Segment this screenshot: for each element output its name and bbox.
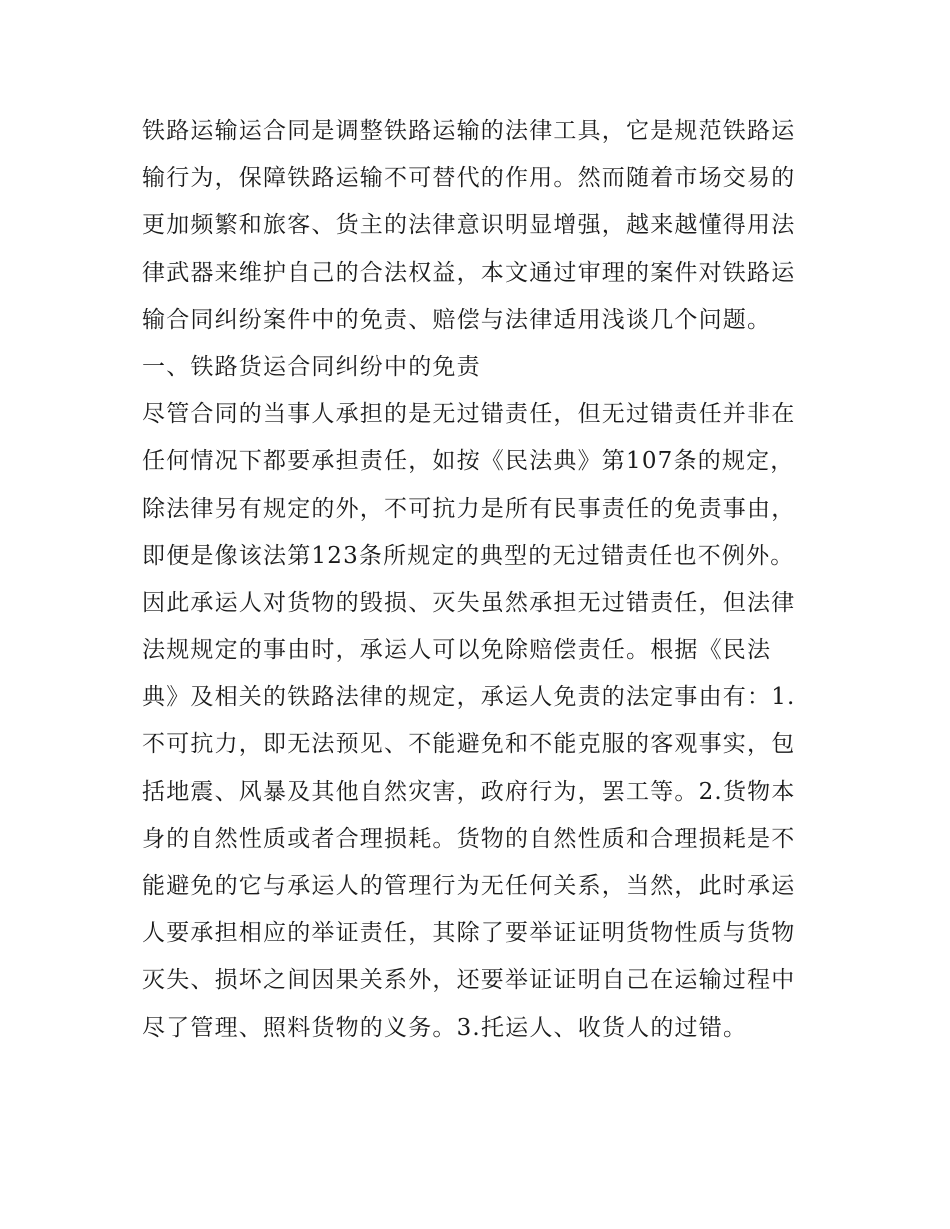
text-line: 身的自然性质或者合理损耗。货物的自然性质和合理损耗是不 — [142, 825, 796, 852]
text-line: 铁路运输运合同是调整铁路运输的法律工具，它是规范铁路运 — [142, 118, 796, 144]
text-line: 能避免的它与承运人的管理行为无任何关系，当然，此时承运 — [142, 873, 796, 899]
text-line: 任何情况下都要承担责任，如按《民法典》第107条的规定， — [142, 448, 795, 475]
text-line: 即便是像该法第123条所规定的典型的无过错责任也不例外。 — [142, 542, 795, 569]
text-line: 输合同纠纷案件中的免责、赔偿与法律适用浅谈几个问题。 — [142, 306, 772, 333]
text-line: 不可抗力，即无法预见、不能避免和不能克服的客观事实，包 — [142, 731, 796, 758]
text-line: 除法律另有规定的外，不可抗力是所有民事责任的免责事由， — [142, 495, 796, 522]
text-line: 因此承运人对货物的毁损、灭失虽然承担无过错责任，但法律 — [142, 589, 796, 616]
document-body — [142, 108, 822, 1052]
text-line: 更加频繁和旅客、货主的法律意识明显增强，越来越懂得用法 — [142, 212, 796, 239]
text-line: 括地震、风暴及其他自然灾害，政府行为，罢工等。2.货物本 — [142, 778, 796, 805]
text-line: 灭失、损坏之间因果关系外，还要举证证明自己在运输过程中 — [142, 967, 796, 994]
text-line: 律武器来维护自己的合法权益，本文通过审理的案件对铁路运 — [142, 259, 796, 286]
text-line: 尽了管理、照料货物的义务。3.托运人、收货人的过错。 — [142, 1014, 748, 1041]
text-line: 尽管合同的当事人承担的是无过错责任，但无过错责任并非在 — [142, 401, 796, 428]
text-line: 典》及相关的铁路法律的规定，承运人免责的法定事由有：1. — [142, 684, 796, 711]
text-line: 输行为，保障铁路运输不可替代的作用。然而随着市场交易的 — [142, 165, 796, 192]
text-line: 法规规定的事由时，承运人可以免除赔偿责任。根据《民法 — [142, 637, 772, 664]
section-heading: 一、铁路货运合同纠纷中的免责 — [142, 353, 481, 380]
text-line: 人要承担相应的举证责任，其除了要举证证明货物性质与货物 — [142, 920, 796, 947]
